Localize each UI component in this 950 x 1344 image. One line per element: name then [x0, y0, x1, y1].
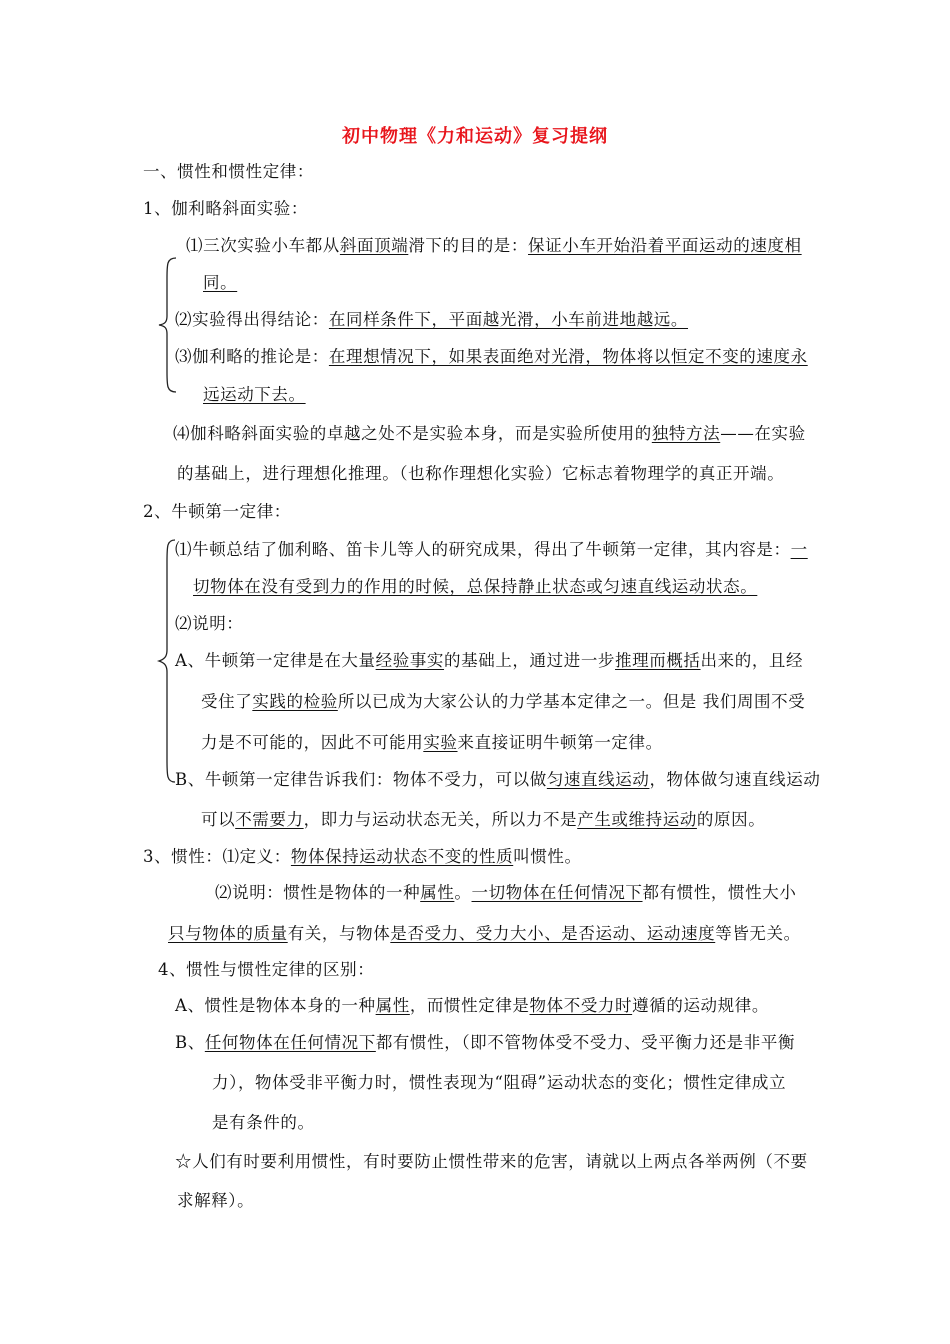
paragraph-line: 3、惯性：⑴定义：物体保持运动状态不变的性质叫惯性。: [143, 847, 582, 866]
underlined-answer: 在同样条件下，平面越光滑，小车前进地越远。: [328, 310, 689, 329]
underlined-answer: 是否受力、受力大小、是否运动、运动速度: [390, 924, 716, 943]
page-title: 初中物理《力和运动》复习提纲: [342, 126, 608, 147]
underlined-answer: 实践的检验: [252, 692, 338, 711]
paragraph-line: [203, 385, 306, 405]
underlined-answer: 产生或维持运动: [577, 810, 697, 829]
paragraph-line: ⑴牛顿总结了伽利略、笛卡儿等人的研究成果，得出了牛顿第一定律，其内容是：一: [175, 540, 808, 559]
paragraph-line: B、牛顿第一定律告诉我们：物体不受力，可以做匀速直线运动，物体做匀速直线运动: [175, 770, 821, 789]
subsection-heading: 2、牛顿第一定律：: [143, 502, 291, 521]
section-heading: 一、惯性和惯性定律：: [143, 162, 314, 181]
paragraph-line: ⑷伽科略斜面实验的卓越之处不是实验本身，而是实验所使用的独特方法——在实验: [173, 424, 806, 443]
paragraph-line: ⑵说明：: [175, 614, 244, 633]
paragraph-line: 受住了实践的检验所以已成为大家公认的力学基本定律之一。但是 我们周围不受: [201, 692, 806, 711]
underlined-answer: 属性: [420, 883, 455, 902]
paragraph-line: A、惯性是物体本身的一种属性，而惯性定律是物体不受力时遵循的运动规律。: [175, 996, 769, 1015]
underlined-answer: 经验事实: [375, 651, 445, 670]
underlined-answer: 不需要力: [235, 810, 304, 829]
paragraph-line: [193, 577, 757, 597]
paragraph-line: ⑴三次实验小车都从斜面顶端滑下的目的是：保证小车开始沿着平面运动的速度相: [186, 236, 802, 255]
paragraph-line: ⑵说明：惯性是物体的一种属性。一切物体在任何情况下都有惯性，惯性大小: [215, 883, 797, 902]
paragraph-line: B、任何物体在任何情况下都有惯性，（即不管物体受不受力、受平衡力还是非平衡: [175, 1033, 796, 1052]
underlined-answer: 保证小车开始沿着平面运动的速度相: [528, 236, 802, 255]
paragraph-line: 可以不需要力，即力与运动状态无关，所以力不是产生或维持运动的原因。: [201, 810, 766, 829]
underlined-answer: 属性: [375, 996, 410, 1015]
paragraph-line: 力是不可能的，因此不可能用实验来直接证明牛顿第一定律。: [201, 733, 663, 752]
paragraph-line: ⑵实验得出得结论：在同样条件下，平面越光滑，小车前进地越远。: [175, 310, 689, 329]
paragraph-line: 力），物体受非平衡力时，惯性表现为“阻碍”运动状态的变化；惯性定律成立: [212, 1073, 787, 1092]
paragraph-line: 求解释）。: [177, 1191, 255, 1210]
underlined-answer: 在理想情况下，如果表面绝对光滑，物体将以恒定不变的速度永: [328, 347, 808, 366]
subsection-heading: 4、惯性与惯性定律的区别：: [158, 960, 375, 979]
underlined-answer: 远运动下去。: [203, 385, 306, 404]
underlined-answer: 实验: [423, 733, 458, 752]
paragraph-line: 的基础上，进行理想化推理。（也称作理想化实验）它标志着物理学的真正开端。: [177, 464, 785, 483]
underlined-answer: 一切物体在任何情况下: [471, 883, 643, 902]
underlined-answer: 推理而概括: [615, 651, 701, 670]
underlined-answer: 一: [790, 540, 808, 559]
underlined-answer: 匀速直线运动: [546, 770, 650, 789]
paragraph-line: A、牛顿第一定律是在大量经验事实的基础上，通过进一步推理而概括出来的，且经: [175, 651, 804, 670]
underlined-answer: 物体保持运动状态不变的性质: [290, 847, 514, 866]
paragraph-line: 只与物体的质量有关，与物体是否受力、受力大小、是否运动、运动速度等皆无关。: [168, 924, 801, 943]
underlined-answer: 斜面顶端: [339, 236, 409, 255]
underlined-answer: 同。: [203, 273, 238, 292]
paragraph-line: 是有条件的。: [212, 1113, 315, 1132]
paragraph-line: ☆人们有时要利用惯性，有时要防止惯性带来的危害，请就以上两点各举两例（不要: [175, 1152, 808, 1171]
underlined-answer: 切物体在没有受到力的作用的时候，总保持静止状态或匀速直线运动状态。: [193, 577, 758, 596]
underlined-answer: 独特方法: [651, 424, 721, 443]
underlined-answer: 任何物体在任何情况下: [204, 1033, 376, 1052]
subsection-heading: 1、伽利略斜面实验：: [143, 199, 308, 218]
paragraph-line: ⑶伽利略的推论是：在理想情况下，如果表面绝对光滑，物体将以恒定不变的速度永: [175, 347, 808, 366]
underlined-answer: 物体不受力时: [529, 996, 633, 1015]
underlined-answer: 只与物体的质量: [168, 924, 288, 943]
paragraph-line: [203, 273, 237, 293]
